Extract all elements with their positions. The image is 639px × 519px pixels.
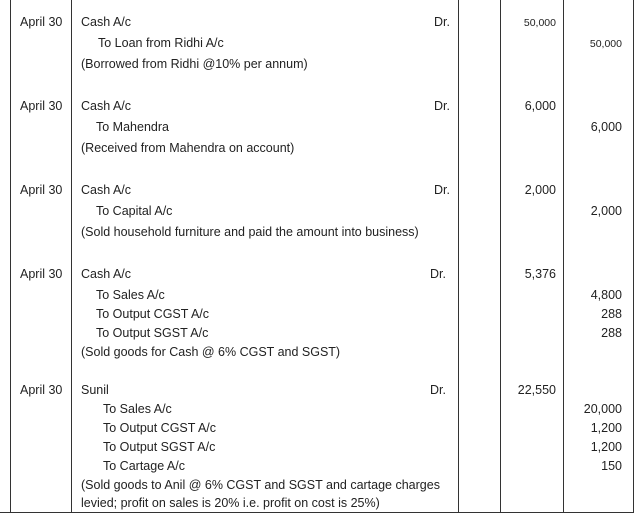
credit-amount: 4,800 [590, 288, 622, 302]
lf-column-divider [500, 0, 501, 512]
right-border [633, 0, 634, 512]
entry-date: April 30 [20, 183, 63, 197]
credit-account: To Capital A/c [96, 204, 173, 218]
narration: (Sold goods for Cash @ 6% CGST and SGST) [81, 345, 341, 359]
credit-amount: 50,000 [589, 38, 622, 50]
particulars-column-divider [458, 0, 459, 512]
credit-account: To Output CGST A/c [103, 421, 217, 435]
dr-label: Dr. [434, 15, 450, 29]
dr-label: Dr. [430, 383, 446, 397]
credit-account: To Sales A/c [103, 402, 172, 416]
entry-date: April 30 [20, 15, 63, 29]
credit-amount: 6,000 [590, 120, 622, 134]
credit-account: To Mahendra [96, 120, 169, 134]
credit-account: To Loan from Ridhi A/c [98, 36, 224, 50]
narration: (Sold goods to Anil @ 6% CGST and SGST and cartage charges [81, 478, 440, 492]
debit-account: Cash A/c [81, 183, 132, 197]
credit-amount: 150 [601, 459, 622, 473]
narration: levied; profit on sales is 20% i.e. profit on cost is 25%) [81, 496, 380, 510]
entry-date: April 30 [20, 99, 63, 113]
credit-amount: 288 [601, 307, 622, 321]
narration: (Received from Mahendra on account) [81, 141, 295, 155]
entry-date: April 30 [20, 383, 63, 397]
debit-amount: 50,000 [523, 17, 556, 29]
debit-amount: 22,550 [517, 383, 556, 397]
debit-account: Sunil [81, 383, 109, 397]
date-column-divider [71, 0, 72, 512]
bottom-border [0, 512, 634, 513]
credit-account: To Sales A/c [96, 288, 165, 302]
narration: (Borrowed from Ridhi @10% per annum) [81, 57, 308, 71]
debit-account: Cash A/c [81, 99, 132, 113]
credit-account: To Output SGST A/c [96, 326, 209, 340]
dr-label: Dr. [434, 99, 450, 113]
credit-amount: 288 [601, 326, 622, 340]
left-border [10, 0, 11, 512]
narration: (Sold household furniture and paid the amount into business) [81, 225, 419, 239]
credit-account: To Output SGST A/c [103, 440, 216, 454]
credit-amount: 20,000 [583, 402, 622, 416]
credit-amount: 1,200 [590, 421, 622, 435]
debit-amount: 2,000 [524, 183, 556, 197]
debit-account: Cash A/c [81, 15, 132, 29]
entry-date: April 30 [20, 267, 63, 281]
dr-label: Dr. [430, 267, 446, 281]
credit-amount: 2,000 [590, 204, 622, 218]
credit-amount: 1,200 [590, 440, 622, 454]
debit-account: Cash A/c [81, 267, 132, 281]
credit-account: To Cartage A/c [103, 459, 185, 473]
dr-label: Dr. [434, 183, 450, 197]
debit-amount: 6,000 [524, 99, 556, 113]
debit-column-divider [563, 0, 564, 512]
credit-account: To Output CGST A/c [96, 307, 210, 321]
debit-amount: 5,376 [524, 267, 556, 281]
